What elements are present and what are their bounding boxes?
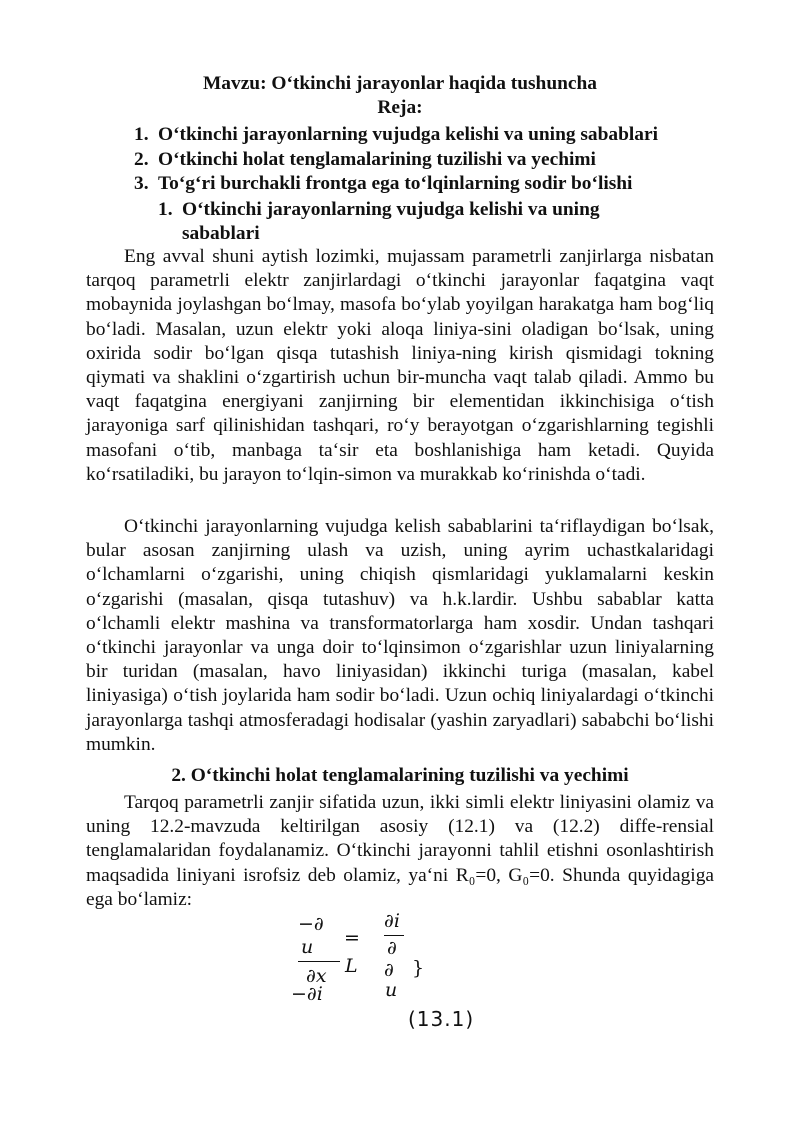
plan-item-text: O‘tkinchi jarayonlarning vujudga kelishi va uning sabablari [158,124,658,145]
plan-item-number: 1. [134,124,149,145]
section-1-title: O‘tkinchi jarayonlarning vujudga kelishi va uning sabablari [182,199,600,245]
eq-right-fraction-bar [384,935,404,936]
eq-right-mid-2: ∂ [384,959,394,981]
eq-left-bottom: −∂i [291,983,323,1005]
plan-item-number: 2. [134,149,149,170]
section-2-paragraph: Tarqoq parametrli zanjir sifatida uzun, ikki simli elektr liniyasini olamiz va uning 12.2-mavzuda keltirilgan asosiy (12.1) va (12.2) diffe-rensial tenglamalaridan foydalanamiz. O‘tkinchi jarayonni tahlil etishni osonlashtirish maqsadida liniyani isrofsiz deb olamiz, ya‘ni R₀=0, G₀=0. Shunda quyidagiga ega bo‘lamiz: [86,792,714,910]
plan-item-text: To‘g‘ri burchakli frontga ega to‘lqinlarning sodir bo‘lishi [158,173,633,194]
eq-right-bottom: u [385,979,398,1001]
eq-right-mid-1: ∂ [387,937,397,959]
plan-item-3 [134,172,632,196]
plan-item-2 [134,148,596,172]
document-title: Mavzu: O‘tkinchi jarayonlar haqida tushuncha [203,73,597,94]
plan-item-text: O‘tkinchi holat tenglamalarining tuzilishi va yechimi [158,149,596,170]
plan-item-number: 3. [134,173,149,194]
section-1-heading [158,198,678,246]
eq-right-top: ∂i [384,910,400,932]
eq-left-fraction-bar [298,961,340,962]
section-1-paragraph-1: Eng avval shuni aytish lozimki, mujassam parametrli zanjirlarga nisbatan tarqoq parametrli elektr zanjirlardagi o‘tkinchi jarayonlar faqatgina vaqt mobaynida joylashgan bo‘lmay, masofa bo‘ylab yoyilgan harakatga ham bog‘liq bo‘ladi. Masalan, uzun elektr yoki aloqa liniya-sini oladigan bo‘lsak, uning oxirida sodir bo‘lgan qisqa tutashish liniya-ning kirish qismidagi tokning qiymati va shaklini o‘zgartirish uchun bir-muncha vaqt talab qiladi. Ammo bu vaqt faqatgina energiyani zanjirning bir elementidan ikkinchisiga o‘tish jarayoniga sarf qilinishidan tashqari, ro‘y berayotgan o‘zgarishlarning tegishli masofani o‘tib, manbaga ta‘sir eta boshlanishiga ham ketadi. Quyida ko‘rsatiladiki, bu jarayon to‘lqin-simon va murakkab ko‘rinishda o‘tadi. [86,246,714,485]
eq-L: L [345,955,358,977]
eq-left-mid: u [301,936,314,958]
section-2-heading: 2. O‘tkinchi holat tenglamalarining tuzilishi va yechimi [171,765,629,786]
equation-number: (13.1) [408,1007,475,1031]
plan-label: Reja: [377,97,423,118]
eq-left-denominator: ∂x [306,965,327,987]
section-1-paragraph-2: O‘tkinchi jarayonlarning vujudga kelish sabablarini ta‘riflaydigan bo‘lsak, bular asosan zanjirning ulash va uzish, uning ayrim uchastkalaridagi o‘lchamlarni o‘zgarishi, uning chiqish qismlaridagi yuklamalarni keskin o‘zgarishi (masalan, qisqa tutashuv) va h.k.lardir. Ushbu sabablar katta o‘lchamli elektr mashina va transformatorlarga ham xosdir. Undan tashqari o‘tkinchi jarayonlar va unga doir to‘lqinsimon o‘zgarishlar uzun liniyalarning bir turidan (masalan, havo liniyasidan) ikkinchi turiga (masalan, kabel liniyasiga) o‘tish joylarida ham sodir bo‘ladi. Uzun ochiq liniyalardagi o‘tkinchi jarayonlarga tashqi atmosferadagi hodisalar (yashin zaryadlari) sababchi bo‘lishi mumkin. [86,516,714,755]
eq-equals: = [344,927,360,949]
eq-left-top: −∂ [298,913,324,935]
eq-brace: } [412,957,425,979]
section-1-number: 1. [158,199,173,220]
plan-item-1 [134,123,658,147]
